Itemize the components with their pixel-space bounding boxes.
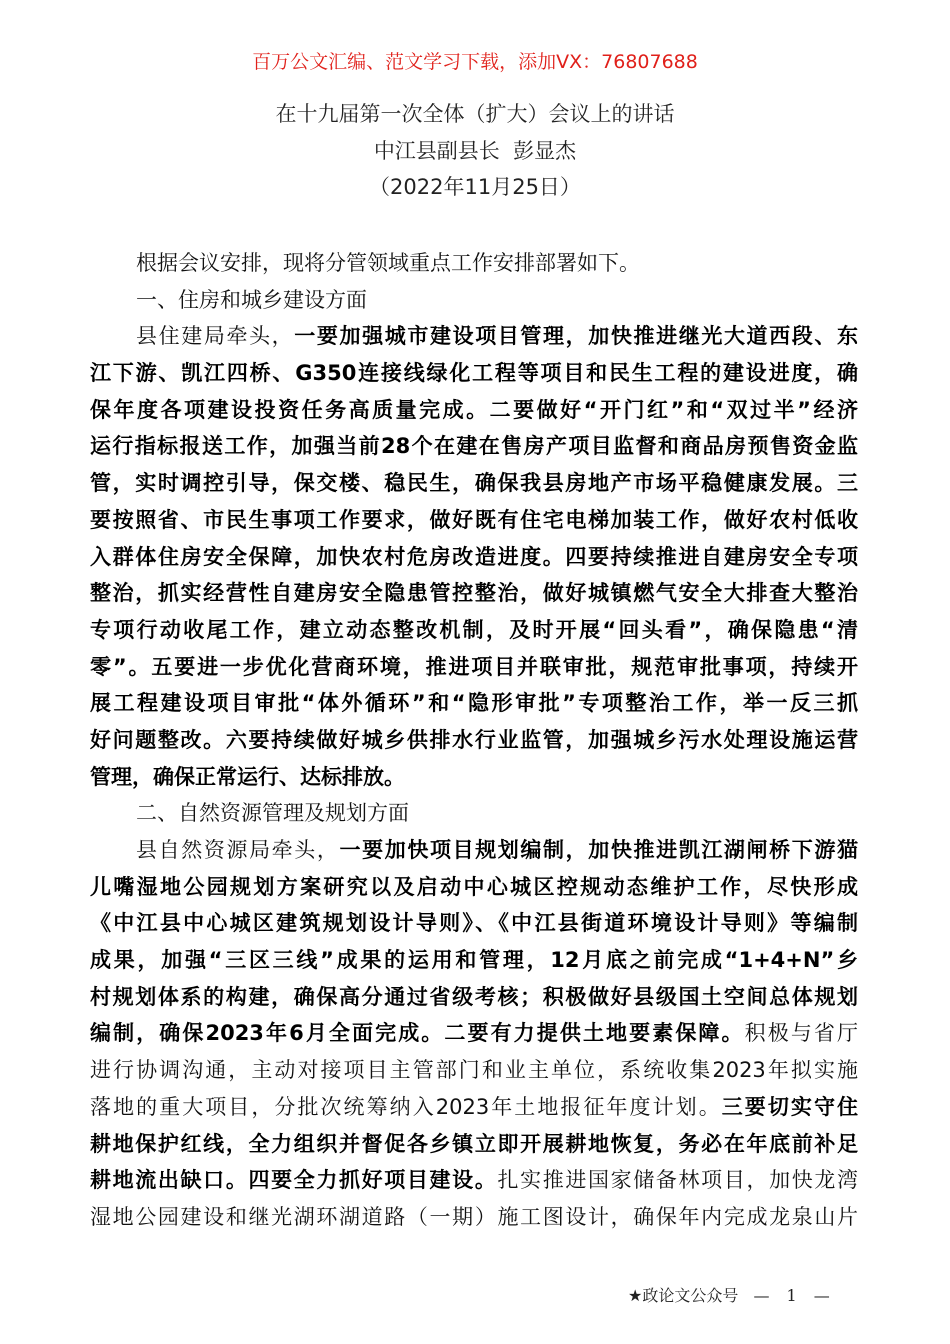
bold-text: 零”。五要进一步优化营商环境，推进项目并联审批，规范审批事项，持续开: [90, 654, 858, 679]
text-line: [90, 942, 858, 979]
text-line: [90, 1199, 858, 1236]
text: 一、住房和城乡建设方面: [136, 287, 367, 312]
bold-text: 儿嘴湿地公园规划方案研究以及启动中心城区控规动态维护工作，尽快形成: [90, 874, 858, 899]
text-line: [90, 685, 858, 722]
text-line: [90, 502, 858, 539]
text: 进行协调沟通，主动对接项目主管部门和业主单位，系统收集2023年拟实施: [90, 1058, 858, 1083]
bold-text: 保年度各项建设投资任务高质量完成。二要做好“开门红”和“双过半”经济: [90, 397, 858, 422]
bold-text: 管，实时调控引导，保交楼、稳民生，确保我县房地产市场平稳健康发展。三: [90, 471, 858, 496]
bold-text: 成果，加强“三区三线”成果的运用和管理，12月底之前完成“1+4+N”乡: [90, 948, 858, 973]
text: 根据会议安排，现将分管领域重点工作安排部署如下。: [136, 251, 640, 275]
bold-text: 专项行动收尾工作，建立动态整改机制，及时开展“回头看”，确保隐患“清: [90, 617, 858, 642]
text-line: [90, 428, 858, 465]
text: 积极与省厅: [744, 1021, 859, 1046]
bold-text: 一要加强城市建设项目管理，加快推进继光大道西段、东: [294, 324, 859, 349]
text: 扎实推进国家储备林项目，加快龙湾: [497, 1168, 858, 1193]
text-line: [90, 392, 858, 429]
bold-text: 好问题整改。六要持续做好城乡供排水行业监管，加强城乡污水处理设施运营: [90, 727, 858, 752]
text-line: [90, 1162, 858, 1199]
bold-text: 运行指标报送工作，加强当前28个在建在售房产项目监督和商品房预售资金监: [90, 434, 858, 459]
text-line: [90, 1126, 858, 1163]
text-line: [90, 869, 858, 906]
document-date: （2022年11月25日）: [369, 175, 581, 199]
text-line: [90, 575, 858, 612]
document-body: [90, 245, 858, 1236]
text-line: [90, 245, 858, 282]
text-line: [90, 1089, 858, 1126]
bold-text: 管理，确保正常运行、达标排放。: [90, 764, 405, 789]
text: 县自然资源局牵头，: [136, 838, 340, 862]
text-line: [90, 832, 858, 869]
text-line: [90, 722, 858, 759]
text-line: [90, 649, 858, 686]
text-line: [90, 979, 858, 1016]
bold-text: 编制，确保2023年6月全面完成。二要有力提供土地要素保障。: [90, 1021, 745, 1046]
text-line: [90, 795, 858, 832]
document-title: 在十九届第一次全体（扩大）会议上的讲话: [275, 102, 675, 126]
document-author: 中江县副县长 彭显杰: [373, 139, 577, 163]
text-line: [90, 282, 858, 319]
text-line: [90, 465, 858, 502]
text-line: [90, 612, 858, 649]
text-line: [90, 539, 858, 576]
bold-text: 整治，抓实经营性自建房安全隐患管控整治，做好城镇燃气安全大排查大整治: [90, 581, 858, 606]
footer-source: ★政论文公众号: [628, 1286, 739, 1305]
text-line: [90, 1052, 858, 1089]
text: 县住建局牵头，: [136, 324, 295, 349]
text: 二、自然资源管理及规划方面: [136, 801, 409, 826]
page-footer: [628, 1283, 836, 1306]
watermark-banner: 百万公文汇编、范文学习下载，添加VX：76807688: [252, 51, 698, 73]
bold-text: 《中江县中心城区建筑规划设计导则》、《中江县街道环境设计导则》等编制: [90, 911, 858, 936]
bold-text: 要按照省、市民生事项工作要求，做好既有住宅电梯加装工作，做好农村低收: [90, 507, 858, 532]
page-number: — 1 —: [753, 1286, 836, 1305]
bold-text: 三要切实守住: [721, 1094, 858, 1119]
bold-text: 耕地保护红线，全力组织并督促各乡镇立即开展耕地恢复，务必在年底前补足: [90, 1131, 858, 1156]
bold-text: 耕地流出缺口。四要全力抓好项目建设。: [90, 1168, 498, 1193]
text-line: [90, 355, 858, 392]
text: 湿地公园建设和继光湖环湖道路（一期）施工图设计，确保年内完成龙泉山片: [90, 1204, 858, 1229]
text-line: [90, 1015, 858, 1052]
bold-text: 展工程建设项目审批“体外循环”和“隐形审批”专项整治工作，举一反三抓: [90, 691, 858, 716]
text-line: [90, 759, 858, 796]
bold-text: 村规划体系的构建，确保高分通过省级考核；积极做好县级国土空间总体规划: [90, 984, 858, 1009]
text: 落地的重大项目，分批次统筹纳入2023年土地报征年度计划。: [90, 1094, 722, 1119]
text-line: [90, 318, 858, 355]
bold-text: 江下游、凯江四桥、G350连接线绿化工程等项目和民生工程的建设进度，确: [90, 361, 858, 386]
text-line: [90, 905, 858, 942]
bold-text: 入群体住房安全保障，加快农村危房改造进度。四要持续推进自建房安全专项: [90, 544, 858, 569]
bold-text: 一要加快项目规划编制，加快推进凯江湖闸桥下游猫: [339, 838, 858, 862]
